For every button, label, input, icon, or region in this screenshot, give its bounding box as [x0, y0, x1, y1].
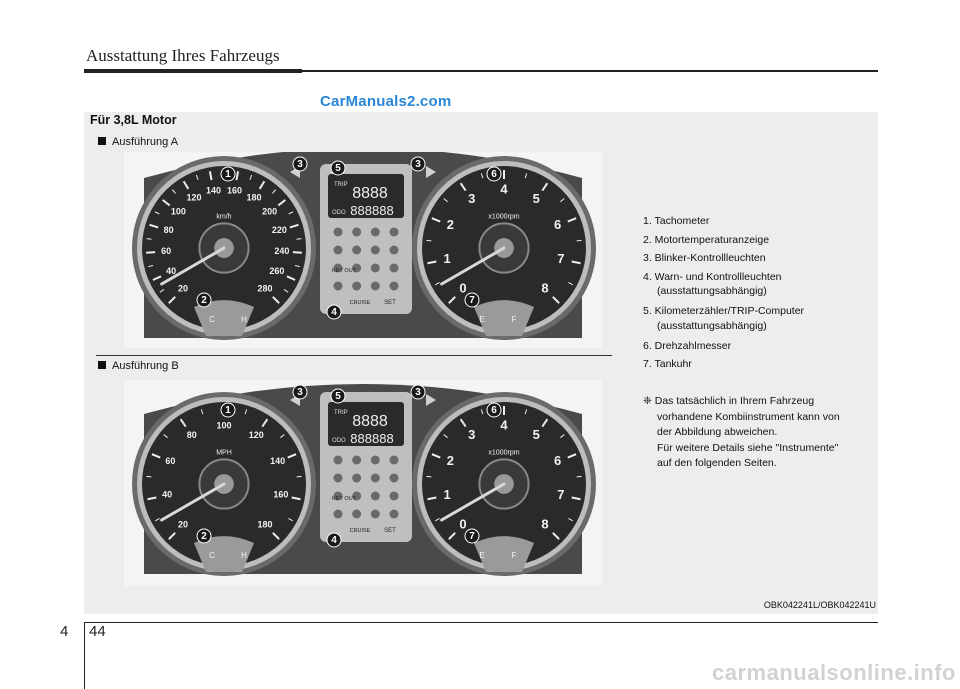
gauge-tick-label: 100	[170, 206, 186, 217]
gauge-tick-label: 60	[165, 456, 176, 467]
gauge-tick-label: 0	[459, 516, 467, 532]
callout-number: 6	[491, 169, 497, 181]
gauge-tick	[296, 239, 301, 240]
warning-lamp-icon	[390, 492, 399, 501]
warning-lamp-icon	[334, 474, 343, 483]
gauge-tick	[146, 252, 155, 253]
gauge-tick-label: 2	[446, 453, 455, 469]
footer-divider	[84, 622, 85, 689]
legend-item	[643, 249, 875, 268]
gauge-tick-label: 180	[257, 519, 273, 530]
variant-b-label	[98, 360, 179, 372]
variant-a-label	[98, 136, 178, 148]
gauge-tick-label: 20	[177, 519, 188, 530]
warning-lamp-icon	[334, 510, 343, 519]
warning-lamp-icon	[390, 282, 399, 291]
key-out-label: KEY OUT	[332, 268, 357, 274]
header-title: Ausstattung Ihres Fahrzeugs	[86, 46, 280, 65]
gauge-tick-label: 160	[273, 489, 289, 500]
odo-segments: 888888	[350, 431, 394, 446]
warning-lamp-icon	[390, 474, 399, 483]
odo-label: ODO	[332, 438, 346, 444]
panel-title: Für 3,8L Motor	[90, 113, 177, 127]
odo-segments: 888888	[350, 203, 394, 218]
callout-number: 3	[297, 159, 303, 171]
callout-number: 6	[491, 405, 497, 417]
warning-lamp-icon	[371, 456, 380, 465]
rpm-unit-label: x1000rpm	[488, 213, 520, 221]
note-symbol-icon: ❈	[643, 395, 652, 407]
note-line-3: der Abbildung abweichen.	[657, 426, 778, 438]
callout-number: 2	[201, 295, 207, 307]
warning-lamp-icon	[352, 474, 361, 483]
gauge-tick-label: 60	[161, 245, 172, 256]
gauge-tick-label: 6	[553, 453, 562, 469]
warning-lamp-icon	[390, 510, 399, 519]
warning-lamp-icon	[352, 228, 361, 237]
warning-lamp-icon	[371, 282, 380, 291]
legend-item	[643, 231, 875, 250]
warning-lamp-icon	[390, 246, 399, 255]
gauge-tick-label: 4	[500, 181, 508, 197]
temp-cold-label: C	[209, 315, 215, 325]
note-line-5: auf den folgenden Seiten.	[657, 457, 777, 469]
warning-lamp-icon	[371, 264, 380, 273]
gauge-tick-label: 1	[443, 486, 451, 502]
callout-legend	[643, 212, 875, 374]
callout-number: 3	[297, 387, 303, 399]
gauge-tick-label: 260	[269, 266, 285, 277]
callout-number: 2	[201, 531, 207, 543]
warning-lamp-icon	[352, 246, 361, 255]
fuel-empty-label: E	[479, 551, 485, 561]
square-bullet-icon	[98, 137, 106, 145]
note-block	[643, 394, 881, 472]
warning-lamp-icon	[352, 282, 361, 291]
legend-item-text: 2. Motortemperaturanzeige	[643, 233, 770, 246]
gauge-tick-label: 280	[257, 283, 273, 294]
legend-item-continuation: (ausstattungsabhängig)	[657, 285, 767, 297]
note-line-1: Das tatsächlich in Ihrem Fahrzeug	[654, 395, 815, 407]
legend-item-text: 1. Tachometer	[643, 215, 710, 227]
square-bullet-icon	[98, 361, 106, 369]
legend-item-text: 6. Drehzahlmesser	[643, 339, 732, 352]
variant-b-text: Ausführung B	[112, 360, 179, 372]
fuel-full-label: F	[511, 315, 517, 325]
key-out-label: KEY OUT	[332, 496, 357, 502]
instrument-cluster-b	[124, 380, 602, 586]
cluster-a-drawing	[124, 152, 602, 348]
note-line-4: Für weitere Details siehe "Instrumente"	[657, 441, 839, 454]
fuel-empty-label: E	[479, 315, 485, 325]
gauge-tick-label: 5	[532, 191, 540, 207]
trip-label: TRIP	[334, 182, 348, 188]
warning-lamp-icon	[371, 510, 380, 519]
gauge-tick-label: 6	[553, 217, 562, 233]
warning-lamp-icon	[390, 228, 399, 237]
gauge-tick-label: 100	[216, 420, 232, 431]
variant-a-text: Ausführung A	[112, 136, 179, 148]
legend-item-continuation: (ausstattungsabhängig)	[657, 319, 767, 332]
set-label: SET	[384, 300, 396, 306]
trip-label: TRIP	[334, 410, 348, 416]
callout-number: 1	[225, 169, 231, 181]
set-label: SET	[384, 528, 396, 534]
watermark-bottom[interactable]: carmanualsonline.info	[712, 660, 956, 685]
gauge-tick	[147, 239, 152, 240]
gauge-tick-label: 3	[468, 427, 476, 443]
gauge-tick-label: 1	[443, 250, 451, 266]
gauge-tick-label: 140	[206, 185, 222, 196]
gauge-tick-label: 240	[274, 245, 290, 256]
gauge-tick-label: 5	[532, 427, 540, 443]
warning-lamp-icon	[371, 474, 380, 483]
warning-lamp-icon	[352, 456, 361, 465]
gauge-tick-label: 40	[162, 489, 173, 500]
gauge-tick-label: 8	[541, 280, 549, 296]
gauge-tick-label: 0	[459, 280, 467, 296]
gauge-tick-label: 3	[468, 191, 476, 207]
gauge-tick-label: 8	[541, 516, 549, 532]
warning-lamp-icon	[371, 246, 380, 255]
callout-number: 4	[331, 307, 337, 319]
warning-lamp-icon	[334, 246, 343, 255]
gauge-tick-label: 160	[226, 185, 242, 196]
gauge-tick-label: 140	[270, 456, 286, 467]
chapter-number: 4	[60, 623, 69, 640]
callout-number: 7	[469, 295, 475, 307]
gauge-tick-label: 4	[500, 417, 508, 433]
gauge-tick-label: 120	[186, 192, 202, 203]
variant-divider	[96, 355, 612, 356]
gauge-tick-label: 2	[446, 217, 455, 233]
instrument-cluster-a	[124, 152, 602, 348]
callout-number: 3	[415, 159, 421, 171]
callout-number: 4	[331, 535, 337, 547]
temp-hot-label: H	[241, 551, 247, 561]
warning-lamp-icon	[352, 510, 361, 519]
trip-segments: 8888	[352, 413, 388, 430]
speed-unit-label: MPH	[216, 449, 232, 457]
image-code: OBK042241L/OBK042241U	[763, 600, 876, 610]
gauge-tick-label: 80	[163, 225, 174, 236]
warning-lamp-icon	[371, 492, 380, 501]
callout-number: 7	[469, 531, 475, 543]
callout-number: 5	[335, 391, 341, 403]
speed-unit-label: km/h	[216, 213, 232, 221]
temp-cold-label: C	[209, 551, 215, 561]
legend-item	[643, 212, 875, 231]
callout-number: 5	[335, 163, 341, 175]
header-rule	[84, 70, 878, 72]
warning-lamp-icon	[334, 456, 343, 465]
gauge-tick-label: 20	[177, 283, 188, 294]
watermark-top[interactable]: CarManuals2.com	[320, 93, 452, 110]
gauge-tick-label: 7	[557, 250, 565, 266]
gauge-tick-label: 220	[271, 225, 287, 236]
legend-item-text: 5. Kilometerzähler/TRIP-Computer	[643, 305, 805, 317]
footer-rule	[84, 622, 878, 623]
gauge-tick-label: 7	[557, 486, 565, 502]
gauge-tick-label: 80	[186, 430, 197, 441]
legend-item-text: 4. Warn- und Kontrollleuchten	[643, 270, 782, 283]
cruise-label: CRUISE	[349, 528, 371, 534]
odo-label: ODO	[332, 210, 346, 216]
gauge-tick-label: 120	[248, 430, 264, 441]
legend-item	[643, 337, 875, 356]
legend-item-text: 3. Blinker-Kontrollleuchten	[643, 252, 766, 264]
gauge-tick-label: 200	[262, 206, 278, 217]
gauge-tick-label: 40	[166, 266, 177, 277]
callout-number: 3	[415, 387, 421, 399]
page-number: 44	[89, 623, 106, 640]
warning-lamp-icon	[390, 456, 399, 465]
gauge-tick-label: 180	[246, 192, 262, 203]
gauge-tick	[293, 252, 302, 253]
note-line-2: vorhandene Kombiinstrument kann von	[657, 410, 840, 423]
legend-item-text: 7. Tankuhr	[643, 358, 692, 370]
temp-hot-label: H	[241, 315, 247, 325]
callout-number: 1	[225, 405, 231, 417]
trip-segments: 8888	[352, 185, 388, 202]
warning-lamp-icon	[334, 282, 343, 291]
warning-lamp-icon	[371, 228, 380, 237]
legend-item	[643, 355, 875, 374]
cruise-label: CRUISE	[349, 300, 371, 306]
fuel-full-label: F	[511, 551, 517, 561]
rpm-unit-label: x1000rpm	[488, 449, 520, 457]
warning-lamp-icon	[334, 228, 343, 237]
cluster-b-drawing	[124, 380, 602, 586]
warning-lamp-icon	[390, 264, 399, 273]
